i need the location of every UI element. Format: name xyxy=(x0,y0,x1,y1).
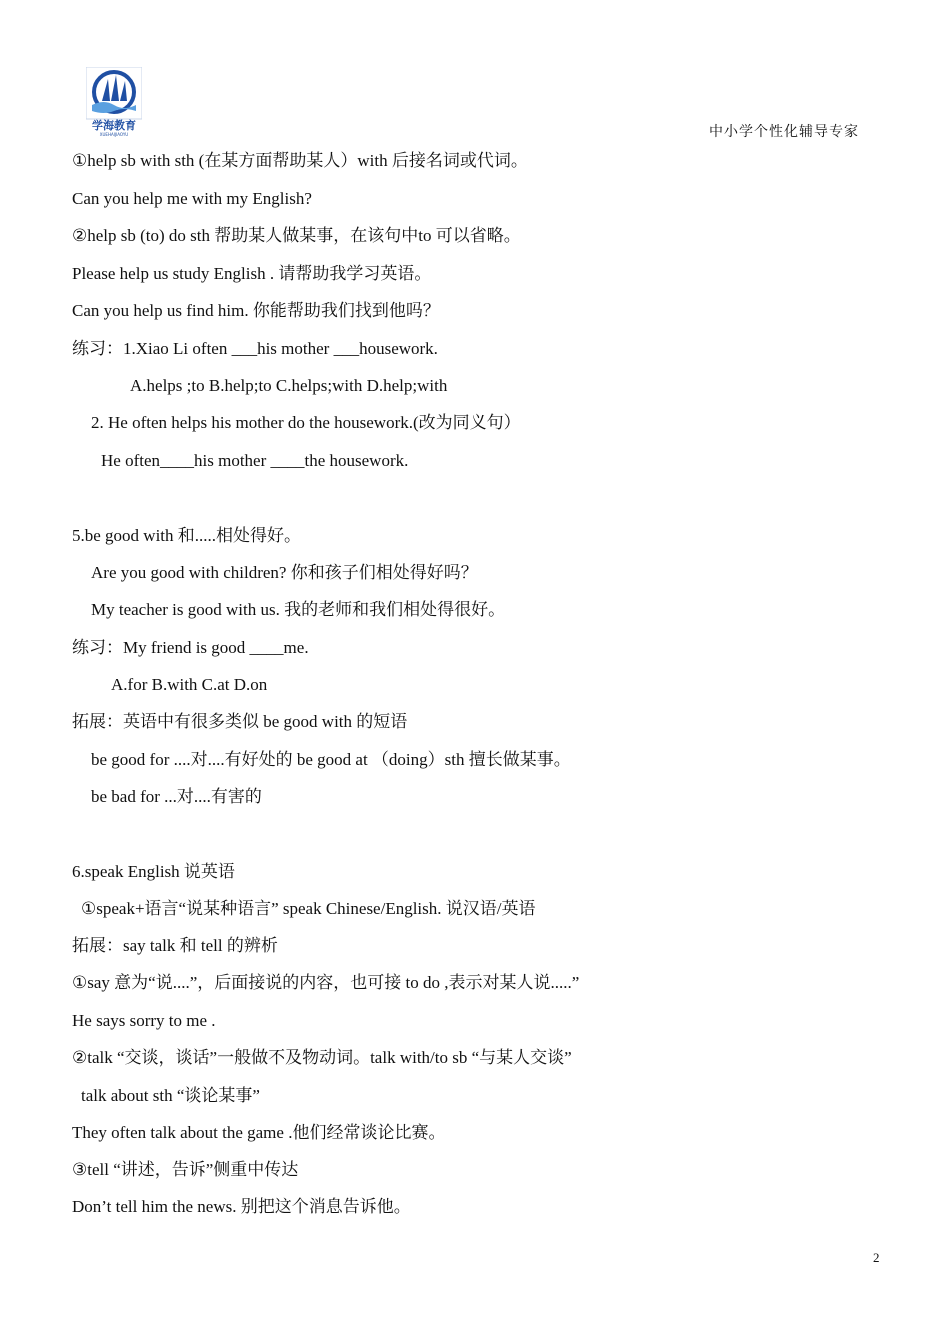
logo-text: 学海教育 xyxy=(92,119,136,132)
text-line: A.for B.with C.at D.on xyxy=(111,675,268,694)
text-line: talk about sth “谈论某事” xyxy=(81,1086,260,1105)
page-number: 2 xyxy=(873,1250,880,1265)
logo xyxy=(86,67,142,137)
text-line: be bad for ...对....有害的 xyxy=(91,787,262,806)
text-line: A.helps ;to B.help;to C.helps;with D.help;with xyxy=(130,376,448,395)
logo-subtext: XUEHAIJIAOYU xyxy=(99,132,129,137)
text-line: ②help sb (to) do sth 帮助某人做某事，在该句中to 可以省略。 xyxy=(72,226,521,245)
text-line: Please help us study English . 请帮助我学习英语。 xyxy=(72,264,432,283)
text-line: 6.speak English 说英语 xyxy=(72,862,235,881)
text-line: 2. He often helps his mother do the housework.(改为同义句） xyxy=(91,413,521,432)
header-tagline: 中小学个性化辅导专家 xyxy=(709,124,859,140)
text-line: 拓展：英语中有很多类似 be good with 的短语 xyxy=(72,712,408,731)
text-line: He often____his mother ____the housework. xyxy=(101,451,409,470)
text-line: He says sorry to me . xyxy=(72,1011,216,1030)
text-line: ③tell “讲述，告诉”侧重中传达 xyxy=(72,1160,299,1179)
text-line: 5.be good with 和.....相处得好。 xyxy=(72,526,302,545)
text-line: 拓展：say talk 和 tell 的辨析 xyxy=(72,936,278,955)
text-line: 练习：1.Xiao Li often ___his mother ___housework. xyxy=(72,339,438,358)
text-line: My teacher is good with us. 我的老师和我们相处得很好。 xyxy=(91,600,506,619)
text-line: Can you help me with my English? xyxy=(72,189,312,208)
text-line: ②talk “交谈，谈话”一般做不及物动词。talk with/to sb “与某人交谈” xyxy=(72,1048,572,1067)
text-line: ①say 意为“说....”，后面接说的内容，也可接 to do ,表示对某人说.....” xyxy=(72,973,580,992)
text-line: Don’t tell him the news. 别把这个消息告诉他。 xyxy=(72,1197,411,1216)
text-line: They often talk about the game .他们经常谈论比赛。 xyxy=(72,1123,446,1142)
text-line: Can you help us find him. 你能帮助我们找到他吗？ xyxy=(72,301,440,320)
text-line: ①speak+语言“说某种语言” speak Chinese/English. 说汉语/英语 xyxy=(81,899,536,918)
text-line: 练习：My friend is good ____me. xyxy=(72,638,309,657)
text-line: Are you good with children? 你和孩子们相处得好吗？ xyxy=(91,563,478,582)
text-line: ①help sb with sth (在某方面帮助某人）with 后接名词或代词。 xyxy=(72,151,528,170)
text-line: be good for ....对....有好处的 be good at （doing）sth 擅长做某事。 xyxy=(91,750,571,769)
